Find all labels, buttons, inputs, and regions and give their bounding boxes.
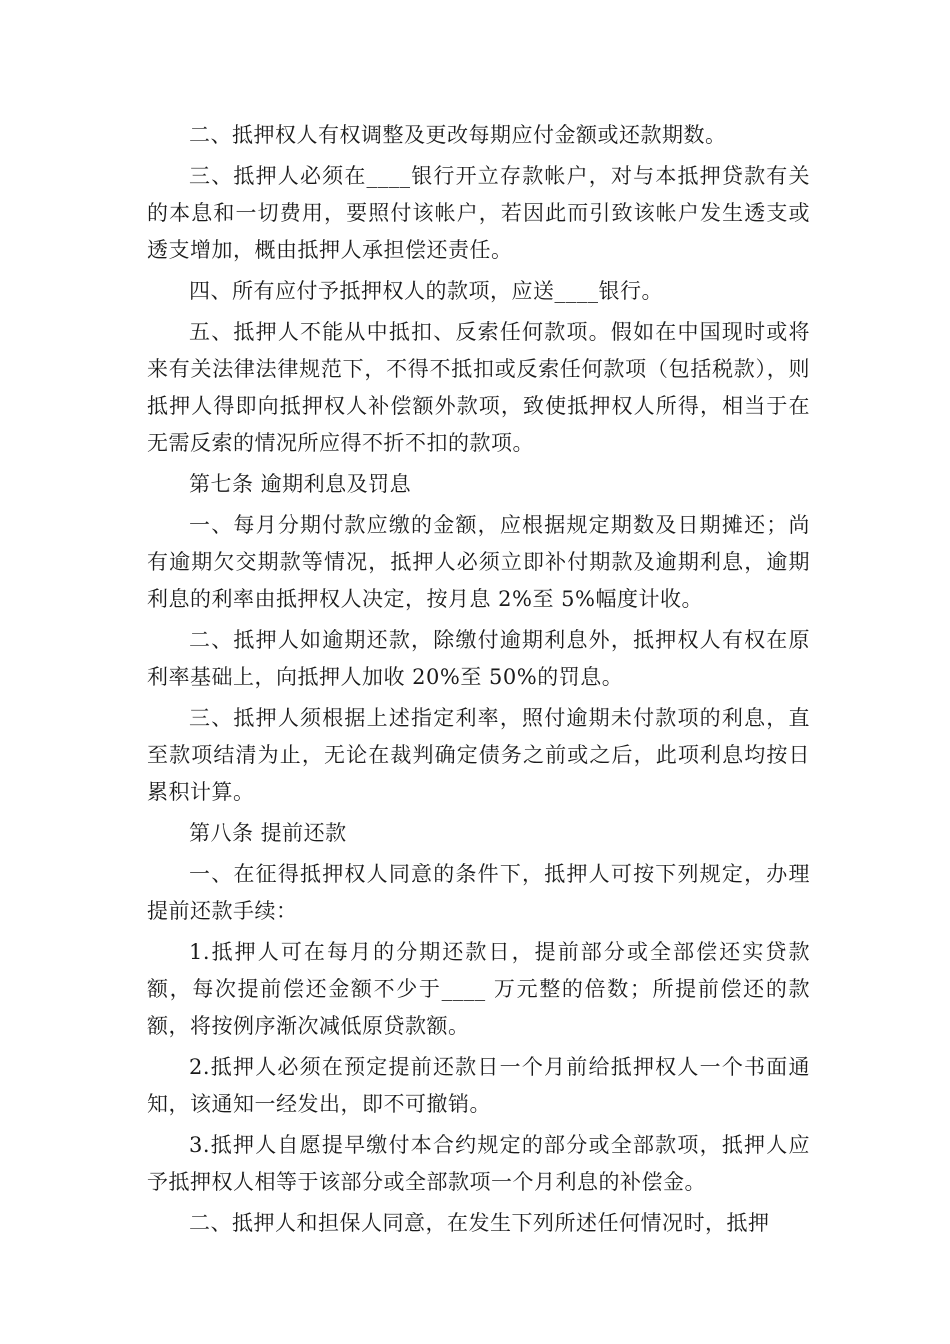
paragraph-clause-5: 五、抵押人不能从中抵扣、反索任何款项。假如在中国现时或将来有关法律法律规范下，不得不抵扣或反索任何款项（包括税款），则抵押人得即向抵押权人补偿额外款项，致使抵押权人所得，相当于在无需反索的情况所应得不折不扣的款项。 xyxy=(147,320,810,455)
paragraph-article-7-item-3: 三、抵押人须根据上述指定利率，照付逾期未付款项的利息，直至款项结清为止，无论在裁判确定债务之前或之后，此项利息均按日累积计算。 xyxy=(147,706,810,804)
paragraph-article-8-subitem-1: 1.抵押人可在每月的分期还款日，提前部分或全部偿还实贷款额，每次提前偿还金额不少于____ 万元整的倍数；所提前偿还的款额，将按例序渐次减低原贷款额。 xyxy=(147,940,810,1038)
paragraph-article-8-item-2: 二、抵押人和担保人同意，在发生下列所述任何情况时，抵押 xyxy=(189,1211,770,1235)
paragraph-article-7-item-1: 一、每月分期付款应缴的金额，应根据规定期数及日期摊还；尚有逾期欠交期款等情况，抵押人必须立即补付期款及逾期利息，逾期利息的利率由抵押权人决定，按月息 2%至 5%幅度计收。 xyxy=(147,513,810,611)
article-8-heading: 第八条 提前还款 xyxy=(189,821,347,845)
paragraph-article-8-subitem-2: 2.抵押人必须在预定提前还款日一个月前给抵押权人一个书面通知，该通知一经发出，即不可撤销。 xyxy=(147,1055,810,1116)
paragraph-clause-3: 三、抵押人必须在____银行开立存款帐户，对与本抵押贷款有关的本息和一切费用，要照付该帐户，若因此而引致该帐户发生透支或透支增加，概由抵押人承担偿还责任。 xyxy=(147,164,810,262)
article-7-heading: 第七条 逾期利息及罚息 xyxy=(189,472,412,496)
paragraph-article-7-item-2: 二、抵押人如逾期还款，除缴付逾期利息外，抵押权人有权在原利率基础上，向抵押人加收 20%至 50%的罚息。 xyxy=(147,628,810,689)
paragraph-article-8-subitem-3: 3.抵押人自愿提早缴付本合约规定的部分或全部款项，抵押人应予抵押权人相等于该部分或全部款项一个月利息的补偿金。 xyxy=(147,1133,810,1194)
paragraph-clause-4: 四、所有应付予抵押权人的款项，应送____银行。 xyxy=(189,279,663,303)
paragraph-article-8-item-1: 一、在征得抵押权人同意的条件下，抵押人可按下列规定，办理提前还款手续： xyxy=(147,862,810,923)
document-body xyxy=(147,117,810,1246)
paragraph-clause-2: 二、抵押权人有权调整及更改每期应付金额或还款期数。 xyxy=(189,123,727,147)
